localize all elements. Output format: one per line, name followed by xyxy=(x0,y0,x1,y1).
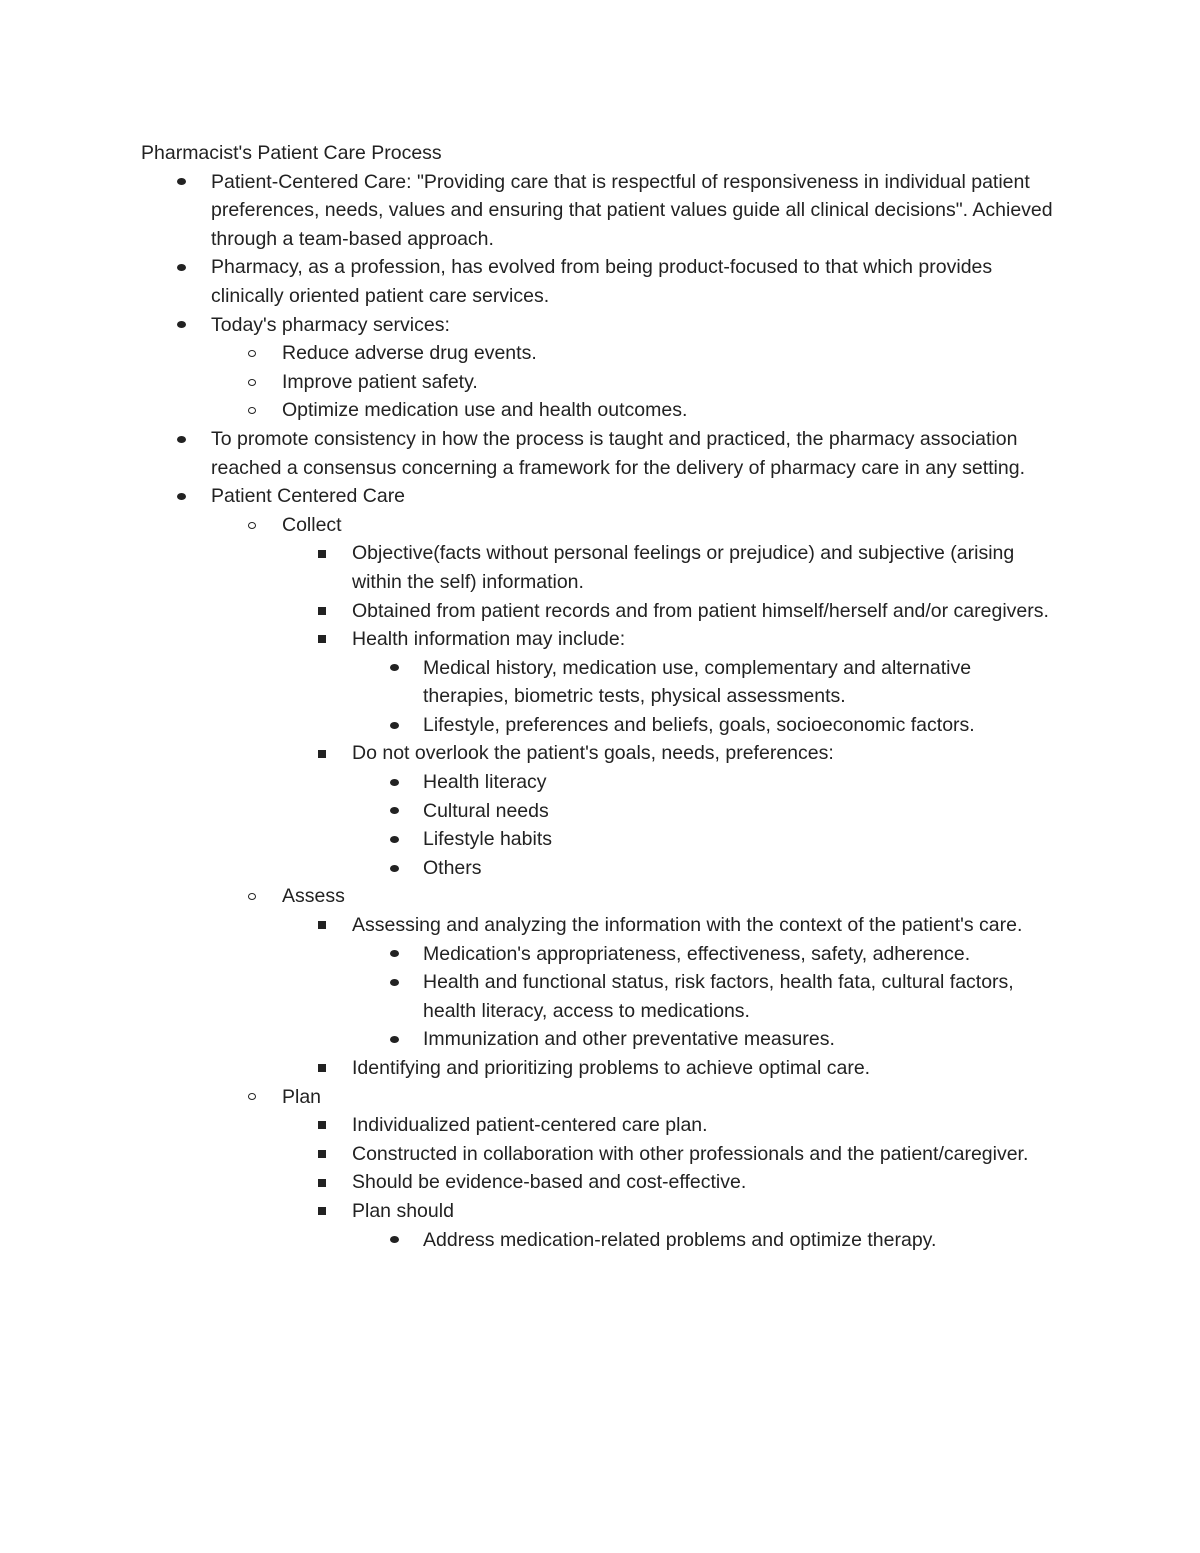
filled-bullet-icon xyxy=(171,311,191,340)
list-item-text: To promote consistency in how the process is taught and practiced, the pharmacy association reached a consensus concerning a framework for the delivery of pharmacy care in any setting. xyxy=(211,427,1026,479)
square-bullet-icon xyxy=(312,739,332,768)
list-item-text: Optimize medication use and health outcomes. xyxy=(282,399,688,422)
filled-bullet-icon xyxy=(171,482,191,511)
list-item-text: Lifestyle habits xyxy=(423,828,552,851)
list-item xyxy=(0,654,1200,711)
list-item-text: Obtained from patient records and from patient himself/herself and/or caregivers. xyxy=(352,599,1049,622)
filled-bullet-icon xyxy=(384,1025,404,1054)
list-item xyxy=(0,396,1200,425)
hollow-bullet-icon xyxy=(242,339,262,368)
filled-bullet-icon xyxy=(384,654,404,683)
square-bullet-icon xyxy=(312,1111,332,1140)
list-item xyxy=(0,882,1200,911)
list-item-text: Today's pharmacy services: xyxy=(211,313,450,336)
list-item-text: Health literacy xyxy=(423,771,547,794)
list-item-text: Reduce adverse drug events. xyxy=(282,342,537,365)
list-item xyxy=(0,597,1200,626)
list-item-text: Health information may include: xyxy=(352,628,626,651)
list-item xyxy=(0,739,1200,768)
list-item-text: Health and functional status, risk factors, health fata, cultural factors, health literacy, access to medications. xyxy=(423,971,1014,1022)
list-item xyxy=(0,1226,1200,1255)
list-item-text: Medication's appropriateness, effectiveness, safety, adherence. xyxy=(423,942,971,965)
list-item-text: Pharmacy, as a profession, has evolved from being product-focused to that which provides clinically oriented patient care services. xyxy=(211,256,993,307)
list-item xyxy=(0,1025,1200,1054)
list-item xyxy=(0,940,1200,969)
list-item xyxy=(0,1197,1200,1226)
list-item-text: Assess xyxy=(282,885,345,908)
filled-bullet-icon xyxy=(384,968,404,997)
list-item xyxy=(0,854,1200,883)
list-item xyxy=(0,1054,1200,1083)
filled-bullet-icon xyxy=(384,854,404,883)
list-item xyxy=(0,911,1200,940)
list-item-text: Collect xyxy=(282,513,342,536)
list-item-text: Address medication-related problems and optimize therapy. xyxy=(423,1228,937,1251)
list-item-text: Individualized patient-centered care plan. xyxy=(352,1114,708,1137)
filled-bullet-icon xyxy=(384,797,404,826)
list-item-text: Lifestyle, preferences and beliefs, goals, socioeconomic factors. xyxy=(423,713,975,736)
list-item xyxy=(0,797,1200,826)
list-item xyxy=(0,253,1200,310)
list-item-text: Plan xyxy=(282,1085,322,1108)
filled-bullet-icon xyxy=(384,711,404,740)
list-item-text: Improve patient safety. xyxy=(282,370,478,393)
document-title: Pharmacist's Patient Care Process xyxy=(141,142,442,164)
square-bullet-icon xyxy=(312,539,332,568)
filled-bullet-icon xyxy=(171,168,191,197)
list-item-text: Medical history, medication use, complementary and alternative therapies, biometric tests, physical assessments. xyxy=(423,656,972,708)
list-item xyxy=(0,425,1200,482)
list-item-text: Objective(facts without personal feelings or prejudice) and subjective (arising within the self) information. xyxy=(352,542,1015,593)
filled-bullet-icon xyxy=(384,825,404,854)
list-item xyxy=(0,1083,1200,1112)
filled-bullet-icon xyxy=(171,425,191,454)
filled-bullet-icon xyxy=(384,768,404,797)
hollow-bullet-icon xyxy=(242,396,262,425)
list-item-text: Others xyxy=(423,856,482,879)
square-bullet-icon xyxy=(312,911,332,940)
list-item xyxy=(0,368,1200,397)
filled-bullet-icon xyxy=(384,1226,404,1255)
list-item-text: Constructed in collaboration with other professionals and the patient/caregiver. xyxy=(352,1142,1029,1165)
list-item xyxy=(0,482,1200,511)
filled-bullet-icon xyxy=(171,253,191,282)
list-item-text: Cultural needs xyxy=(423,799,549,822)
hollow-bullet-icon xyxy=(242,882,262,911)
list-item xyxy=(0,339,1200,368)
list-item xyxy=(0,825,1200,854)
list-item xyxy=(0,711,1200,740)
list-item-text: Patient-Centered Care: "Providing care that is respectful of responsiveness in individual patient preferences, needs, values and ensuring that patient values guide all clinical decisions". Achieved through a team-based approach. xyxy=(211,170,1053,250)
hollow-bullet-icon xyxy=(242,511,262,540)
list-item-text: Immunization and other preventative measures. xyxy=(423,1028,835,1051)
filled-bullet-icon xyxy=(384,940,404,969)
square-bullet-icon xyxy=(312,1197,332,1226)
bulleted-outline xyxy=(0,168,1200,1255)
list-item xyxy=(0,168,1200,254)
list-item-text: Do not overlook the patient's goals, needs, preferences: xyxy=(352,742,834,765)
square-bullet-icon xyxy=(312,1140,332,1169)
list-item xyxy=(0,1140,1200,1169)
square-bullet-icon xyxy=(312,597,332,626)
list-item-text: Should be evidence-based and cost-effective. xyxy=(352,1171,747,1194)
square-bullet-icon xyxy=(312,1054,332,1083)
hollow-bullet-icon xyxy=(242,1083,262,1112)
square-bullet-icon xyxy=(312,625,332,654)
list-item xyxy=(0,539,1200,596)
list-item xyxy=(0,311,1200,340)
list-item xyxy=(0,1168,1200,1197)
list-item-text: Plan should xyxy=(352,1199,454,1222)
list-item xyxy=(0,768,1200,797)
list-item xyxy=(0,511,1200,540)
list-item xyxy=(0,625,1200,654)
hollow-bullet-icon xyxy=(242,368,262,397)
list-item xyxy=(0,1111,1200,1140)
square-bullet-icon xyxy=(312,1168,332,1197)
list-item-text: Patient Centered Care xyxy=(211,485,406,508)
list-item-text: Assessing and analyzing the information with the context of the patient's care. xyxy=(352,914,1023,937)
list-item xyxy=(0,968,1200,1025)
list-item-text: Identifying and prioritizing problems to achieve optimal care. xyxy=(352,1057,871,1079)
